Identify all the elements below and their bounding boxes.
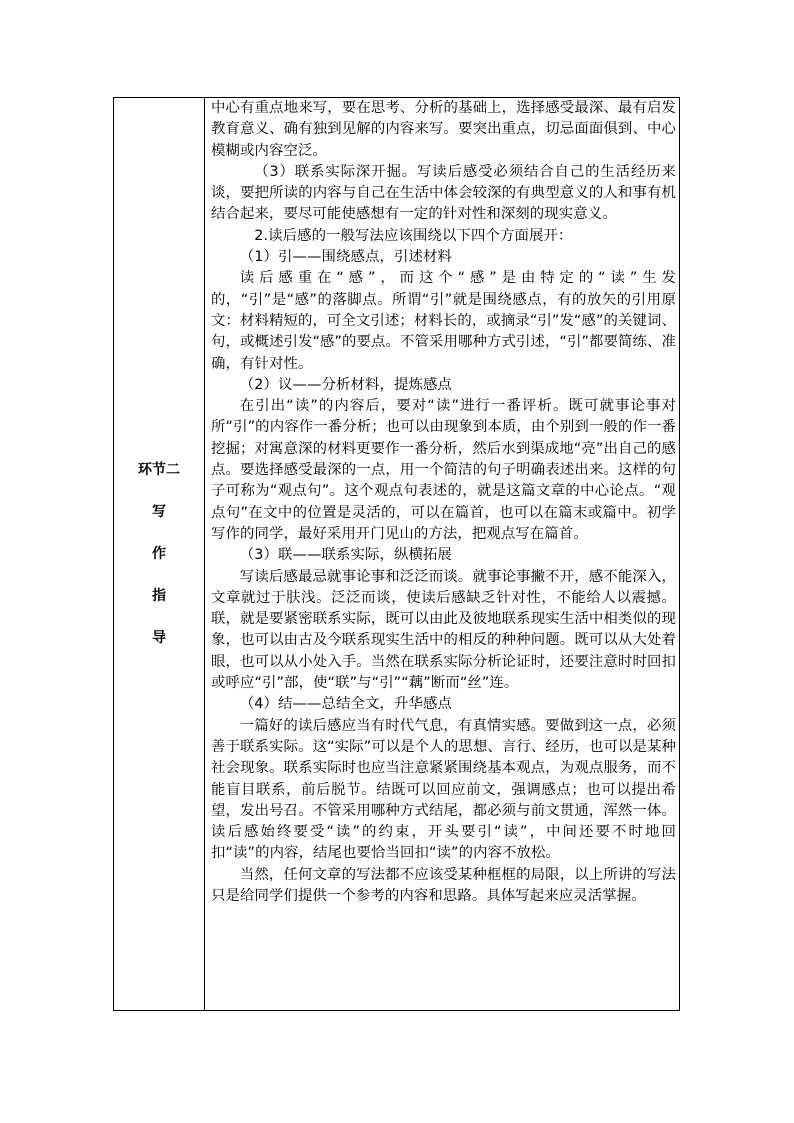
paragraph: 写读后感最忌就事论事和泛泛而谈。就事论事撇不开，感不能深入，文章就过于肤浅。泛泛而谈，使读后感缺乏针对性，不能给人以震撼。联，就是要紧密联系实际，既可以由此及彼地联系现实生活中相类似的现象，也可以由古及今联系现实生活中的相反的种种问题。既可以从大处着眼，也可以从小处入手。当然在联系实际分析论证时，还要注意时时回扣或呼应“引”部，使“联”与“引”“藕”断而“丝”连。	[211, 568, 676, 692]
subheading: （2）议——分析材料，提炼感点	[239, 376, 452, 393]
paragraph: 读后感重在“感”，而这个“感”是由特定的“读”生发的，“引”是“感”的落脚点。所谓“引”就是围绕感点，有的放矢的引用原文：材料精短的，可全文引述；材料长的，或摘录“引”发“感”的关键词、句，或概述引发“感”的要点。不管采用哪种方式引述，“引”都要简练、准确，有针对性。	[211, 270, 676, 372]
content-cell	[205, 98, 680, 1011]
subheading: （1）引——围绕感点，引述材料	[239, 249, 452, 266]
section-char: 写	[152, 504, 166, 520]
section-label-cell	[114, 98, 205, 1011]
section-char: 作	[152, 546, 166, 562]
paragraph: 当然，任何文章的写法都不应该受某种框框的局限，以上所讲的写法只是给同学们提供一个参考的内容和思路。具体写起来应灵活掌握。	[211, 866, 676, 904]
paragraph: （3）联系实际深开掘。写读后感受必须结合自己的生活经历来谈，要把所读的内容与自己在生活中体会较深的有典型意义的人和事有机结合起来，要尽可能使感想有一定的针对性和深刻的现实意义。	[211, 163, 676, 223]
section-char: 指	[152, 588, 166, 604]
lesson-plan-table	[113, 97, 680, 1011]
paragraph: 中心有重点地来写，要在思考、分析的基础上，选择感受最深、最有启发教育意义、确有独到见解的内容来写。要突出重点，切忌面面俱到、中心模糊或内容空泛。	[211, 100, 676, 159]
table-row	[114, 98, 680, 1011]
section-label: 环节二	[138, 462, 180, 478]
section-char: 导	[152, 630, 166, 646]
subheading: （3）联——联系实际，纵横拓展	[239, 547, 452, 564]
paragraph: 在引出“读”的内容后，要对“读”进行一番评析。既可就事论事对所“引”的内容作一番分析；也可以由现象到本质，由个别到一般的作一番挖掘；对寓意深的材料更要作一番分析，然后水到渠成地“亮”出自己的感点。要选择感受最深的一点，用一个简洁的句子明确表述出来。这样的句子可称为“观点句”。这个观点句表述的，就是这篇文章的中心论点。“观点句”在文中的位置是灵活的，可以在篇首，也可以在篇末或篇中。初学写作的同学，最好采用开门见山的方法，把观点写在篇首。	[211, 398, 676, 542]
subheading: （4）结——总结全文，升华感点	[239, 696, 452, 713]
paragraph-heading: 2.读后感的一般写法应该围绕以下四个方面展开：	[254, 227, 573, 244]
paragraph: 一篇好的读后感应当有时代气息，有真情实感。要做到这一点，必须善于联系实际。这“实际”可以是个人的思想、言行、经历，也可以是某种社会现象。联系实际时也应当注意紧紧围绕基本观点，为观点服务，而不能盲目联系，前后脱节。结既可以回应前文，强调感点；也可以提出希望，发出号召。不管采用哪种方式结尾，都必须与前文贯通，浑然一体。读后感始终要受“读”的约束，开头要引“读”，中间还要不时地回扣“读”的内容，结尾也要恰当回扣“读”的内容不放松。	[211, 717, 676, 862]
